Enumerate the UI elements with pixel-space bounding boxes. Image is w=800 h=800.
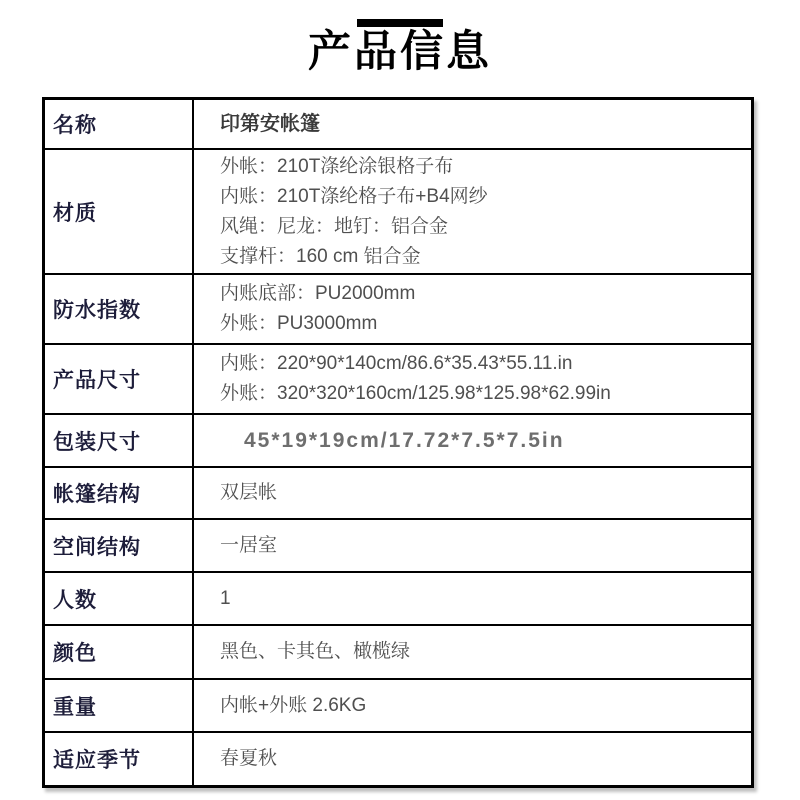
value-line: 45*19*19cm/17.72*7.5*7.5in — [244, 428, 565, 452]
row-label-color: 颜色 — [45, 626, 194, 678]
value-line: 黑色、卡其色、橄榄绿 — [220, 641, 411, 662]
table-row-capacity — [45, 573, 751, 626]
row-label-product-size: 产品尺寸 — [45, 345, 194, 413]
row-value-color — [194, 626, 751, 678]
row-value-product-size — [194, 345, 751, 413]
row-value-space-structure — [194, 520, 751, 571]
table-row-color — [45, 626, 751, 680]
table-row-tent-structure — [45, 468, 751, 520]
value-line: 印第安帐篷 — [220, 113, 320, 135]
table-row-product-size — [45, 345, 751, 415]
table-row-waterproof — [45, 275, 751, 345]
value-line: 春夏秋 — [220, 748, 278, 769]
value-line: 内账：220*90*140cm/86.6*35.43*55.11.in — [220, 353, 573, 374]
row-value-name — [194, 100, 751, 148]
row-value-package-size — [194, 415, 751, 466]
row-label-space-structure: 空间结构 — [45, 520, 194, 571]
table-row-space-structure — [45, 520, 751, 573]
value-line: 外帐：210T涤纶涂银格子布 — [220, 155, 454, 177]
row-label-tent-structure: 帐篷结构 — [45, 468, 194, 518]
table-row-material — [45, 150, 751, 275]
table-row-package-size — [45, 415, 751, 468]
row-value-season — [194, 733, 751, 785]
value-line: 内账底部：PU2000mm — [220, 283, 416, 304]
row-label-waterproof: 防水指数 — [45, 275, 194, 343]
row-value-tent-structure — [194, 468, 751, 518]
table-row-name — [45, 100, 751, 150]
row-value-waterproof — [194, 275, 751, 343]
value-line: 内账：210T涤纶格子布+B4网纱 — [220, 185, 488, 207]
row-value-material — [194, 150, 751, 273]
table-row-season — [45, 733, 751, 785]
value-line: 风绳：尼龙：地钉：铝合金 — [220, 215, 449, 237]
value-line: 一居室 — [220, 534, 278, 556]
value-line: 外账：320*320*160cm/125.98*125.98*62.99in — [220, 383, 611, 404]
value-line: 内帐+外账 2.6KG — [220, 694, 367, 716]
table-row-weight — [45, 680, 751, 733]
row-label-capacity: 人数 — [45, 573, 194, 624]
value-line: 外账：PU3000mm — [220, 313, 378, 334]
value-line: 双层帐 — [220, 482, 278, 503]
row-label-package-size: 包装尺寸 — [45, 415, 194, 466]
value-line: 支撑杆：160 cm 铝合金 — [220, 245, 421, 267]
row-label-name: 名称 — [45, 100, 194, 148]
row-label-season: 适应季节 — [45, 733, 194, 785]
value-line: 1 — [220, 587, 231, 609]
product-spec-table — [42, 97, 754, 788]
row-label-weight: 重量 — [45, 680, 194, 731]
row-label-material: 材质 — [45, 150, 194, 273]
row-value-capacity — [194, 573, 751, 624]
page-title: 产品信息 — [308, 28, 492, 76]
row-value-weight — [194, 680, 751, 731]
